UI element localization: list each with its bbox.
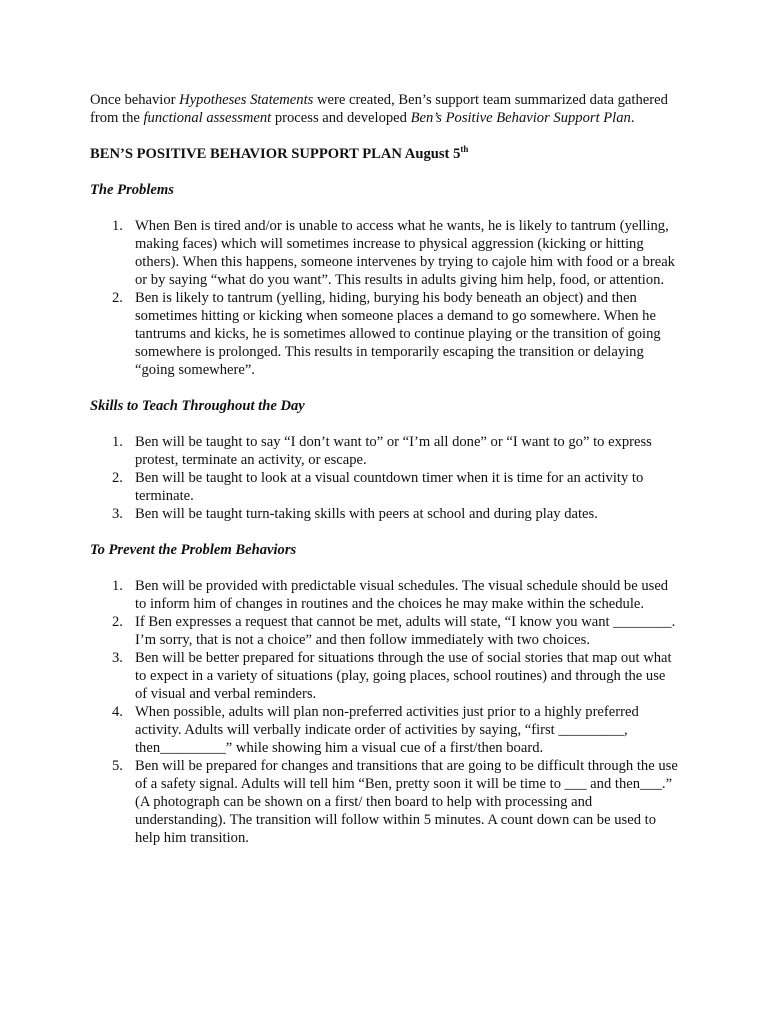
list-item: 3. Ben will be better prepared for situations through the use of social stories that map out what to expect in a variety of situations (play, going places, school routines) and through the use of visual and verbal reminders. [112,650,672,702]
document-page [90,91,680,865]
hypotheses-statements-term: Hypotheses Statements [179,92,314,108]
list-item: 2. Ben is likely to tantrum (yelling, hiding, burying his body beneath an object) and then sometimes hitting or kicking when someone places a demand to go somewhere. When he tantrums and kicks, he is sometimes allowed to continue playing or the transition of going somewhere is prolonged. This results in temporarily escaping the transition or delaying “going somewhere”. [112,290,661,378]
prevent-heading: To Prevent the Problem Behaviors [90,542,297,558]
list-item: 2. If Ben expresses a request that cannot be met, adults will state, “I know you want ________. I’m sorry, that is not a choice” and then follow immediately with two choices. [112,614,676,648]
skills-list [90,433,680,523]
prevent-list [90,577,680,847]
plan-title-superscript: th [460,144,469,154]
list-item: 3. Ben will be taught turn-taking skills with peers at school and during play dates. [112,506,598,522]
plan-title: BEN’S POSITIVE BEHAVIOR SUPPORT PLAN August 5th [90,144,469,162]
list-item: 1. Ben will be taught to say “I don’t want to” or “I’m all done” or “I want to go” to express protest, terminate an activity, or escape. [112,434,652,468]
support-plan-term: Ben’s Positive Behavior Support Plan [410,110,631,126]
functional-assessment-term: functional assessment [143,110,272,126]
problems-heading: The Problems [90,182,174,198]
problems-list [90,217,680,379]
list-item: 1. Ben will be provided with predictable visual schedules. The visual schedule should be used to inform him of changes in routines and the choices he may make within the schedule. [112,578,669,612]
list-item: 2. Ben will be taught to look at a visual countdown timer when it is time for an activity to terminate. [112,470,644,504]
skills-heading: Skills to Teach Throughout the Day [90,398,305,414]
list-item: 4. When possible, adults will plan non-preferred activities just prior to a highly preferred activity. Adults will verbally indicate order of activities by saying, “first _________, then_________” while showing him a visual cue of a first/then board. [112,704,639,756]
list-item: 1. When Ben is tired and/or is unable to access what he wants, he is likely to tantrum (yelling, making faces) which will sometimes increase to physical aggression (kicking or hitting others). When this happens, someone intervenes by trying to cajole him with food or a break or by saying “what do you want”. This results in adults giving him help, food, or attention. [112,218,675,288]
list-item: 5. Ben will be prepared for changes and transitions that are going to be difficult through the use of a safety signal. Adults will tell him “Ben, pretty soon it will be time to ___ and then___.” (A photograph can be shown on a first/ then board to help with processing and understanding). The transition will follow within 5 minutes. A count down can be used to help him transition. [112,758,678,846]
intro-paragraph: Once behavior Hypotheses Statements were created, Ben’s support team summarized data gathered from the functional assessment process and developed Ben’s Positive Behavior Support Plan. [90,92,668,126]
